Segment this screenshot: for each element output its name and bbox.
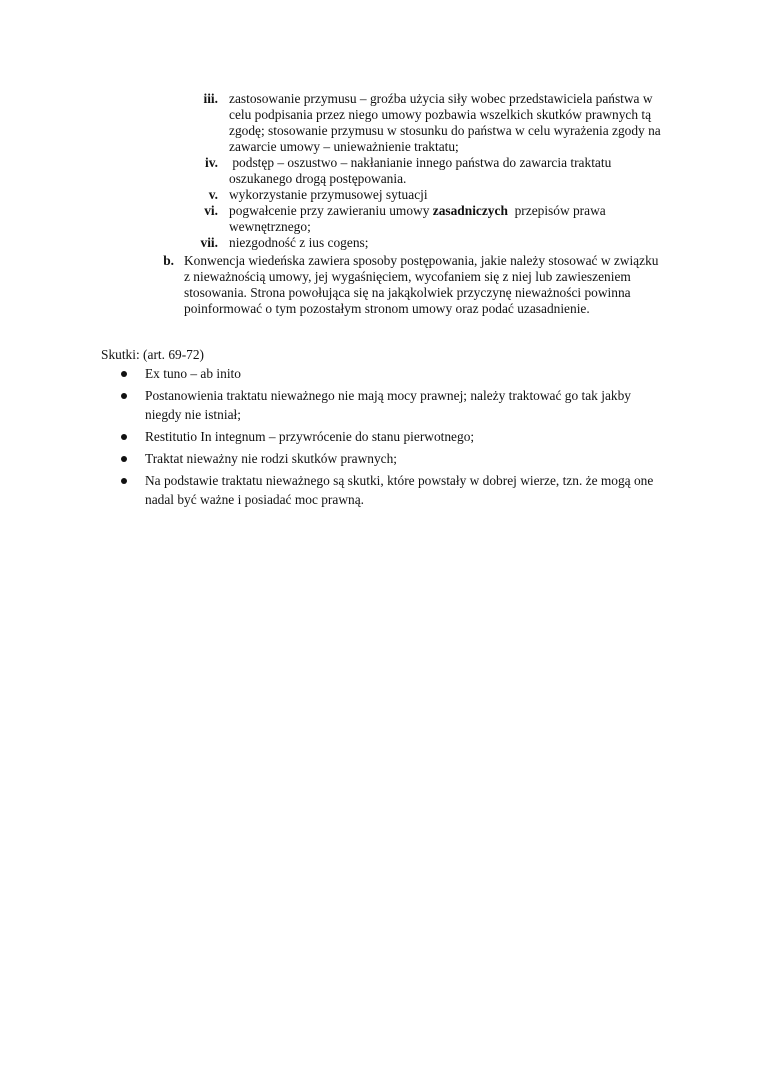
list-item-text: zastosowanie przymusu – groźba użycia siły wobec przedstawiciela państwa w celu podpisania przez niego umowy pozbawia wszelkich skutków prawnych tą zgodę; stosowanie przymusu w stosunku do państwa w celu wyrażenia zgody na zawarcie umowy – unieważnienie traktatu; <box>229 91 661 154</box>
bullet-icon <box>121 434 127 440</box>
bullet-icon <box>121 456 127 462</box>
list-number: vi. <box>204 203 218 218</box>
list-item-vi <box>0 203 669 235</box>
effects-bullet-list <box>0 364 760 512</box>
list-item-b <box>0 253 659 317</box>
bullet-item <box>0 449 660 468</box>
list-number: v. <box>208 187 218 202</box>
bullet-text: Ex tuno – ab inito <box>145 366 241 381</box>
list-item-iv <box>0 155 669 187</box>
bullet-text: Restitutio In integnum – przywrócenie do stanu pierwotnego; <box>145 429 475 444</box>
list-letter: b. <box>163 253 174 268</box>
bullet-icon <box>121 371 127 377</box>
list-item-vii <box>0 235 669 251</box>
roman-numbered-list <box>0 91 760 251</box>
bullet-text: Postanowienia traktatu nieważnego nie mają mocy prawnej; należy traktować go tak jakby niegdy nie istniał; <box>145 388 631 422</box>
bullet-item <box>0 471 660 509</box>
list-number: iv. <box>204 155 218 170</box>
list-item-text: Konwencja wiedeńska zawiera sposoby postępowania, jakie należy stosować w związku z nieważnością umowy, jej wygaśnięciem, wycofaniem się z niej lub zawieszeniem stosowania. Strona powołująca się na jakąkolwiek przyczynę nieważności powinna poinformować o tym pozostałym stronom umowy oraz podać uzasadnienie. <box>184 253 659 316</box>
bullet-item <box>0 427 660 446</box>
list-number: vii. <box>200 235 218 250</box>
effects-heading: Skutki: (art. 69-72) <box>101 347 205 362</box>
text-segment: przepisów prawa wewnętrznego; <box>229 203 610 234</box>
bullet-icon <box>121 393 127 399</box>
bullet-item <box>0 364 660 383</box>
list-item-text: wykorzystanie przymusowej sytuacji <box>229 187 428 202</box>
bullet-text: Na podstawie traktatu nieważnego są skutki, które powstały w dobrej wierze, tzn. że mogą one nadal być ważne i posiadać moc prawną. <box>145 473 654 507</box>
list-item-text: niezgodność z ius cogens; <box>229 235 369 250</box>
text-segment: pogwałcenie przy zawieraniu umowy <box>229 203 433 218</box>
list-item-v <box>0 187 669 203</box>
bold-term: zasadniczych <box>432 203 508 218</box>
list-item-text: podstęp – oszustwo – nakłanianie innego państwa do zawarcia traktatu oszukanego drogą postępowania. <box>229 155 615 186</box>
bullet-item <box>0 386 660 424</box>
list-item-iii <box>0 91 669 155</box>
alpha-numbered-list <box>0 253 760 317</box>
bullet-icon <box>121 478 127 484</box>
list-number: iii. <box>203 91 218 106</box>
bullet-text: Traktat nieważny nie rodzi skutków prawnych; <box>145 451 398 466</box>
list-item-text <box>229 203 609 234</box>
